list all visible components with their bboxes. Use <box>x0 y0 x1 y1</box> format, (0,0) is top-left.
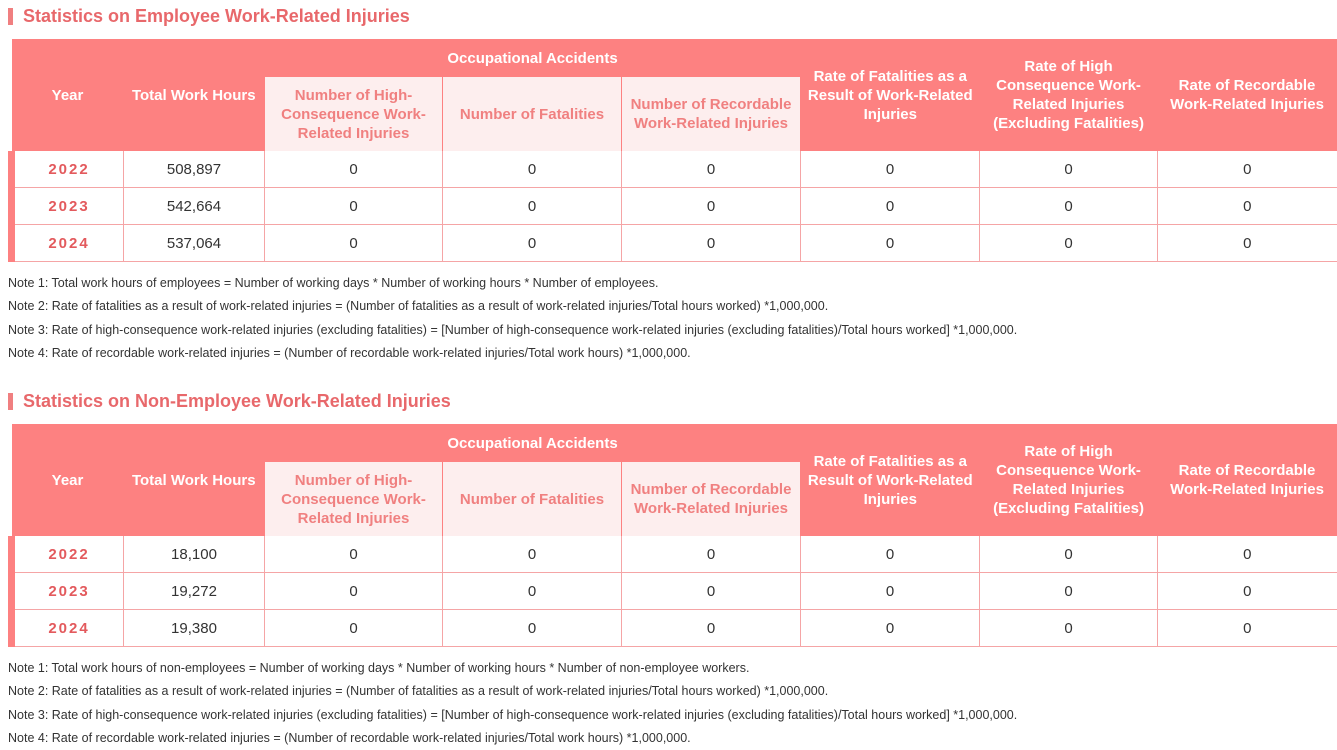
non-employee-injuries-table <box>8 424 1337 647</box>
recordable-cell: 0 <box>622 573 801 610</box>
header-total-work-hours: Total Work Hours <box>124 424 265 536</box>
section-title-text: Statistics on Non-Employee Work-Related Injuries <box>23 390 451 411</box>
note-line: Note 4: Rate of recordable work-related injuries = (Number of recordable work-related injuries/Total work hours) *1,000,000. <box>8 730 691 745</box>
year-cell: 2024 <box>12 610 124 647</box>
fatalities-cell: 0 <box>443 188 622 225</box>
header-fatalities: Number of Fatalities <box>443 77 622 151</box>
year-cell: 2023 <box>12 573 124 610</box>
recordable-cell: 0 <box>622 151 801 188</box>
rate-high-consequence-cell: 0 <box>980 151 1158 188</box>
table-row <box>12 573 1337 610</box>
header-recordable: Number of Recordable Work-Related Injuries <box>622 462 801 536</box>
hours-cell: 19,380 <box>124 610 265 647</box>
rate-recordable-cell: 0 <box>1158 225 1337 262</box>
employee-injuries-table <box>8 39 1337 262</box>
notes-non-employee <box>8 657 1017 750</box>
header-rate-recordable: Rate of Recordable Work-Related Injuries <box>1158 39 1337 151</box>
high-consequence-cell: 0 <box>265 225 443 262</box>
fatalities-cell: 0 <box>443 151 622 188</box>
header-high-consequence: Number of High-Consequence Work-Related Injuries <box>265 77 443 151</box>
rate-recordable-cell: 0 <box>1158 573 1337 610</box>
fatalities-cell: 0 <box>443 225 622 262</box>
header-total-work-hours: Total Work Hours <box>124 39 265 151</box>
year-cell: 2023 <box>12 188 124 225</box>
hours-cell: 537,064 <box>124 225 265 262</box>
recordable-cell: 0 <box>622 536 801 573</box>
rate-high-consequence-cell: 0 <box>980 610 1158 647</box>
table-row <box>12 188 1337 225</box>
high-consequence-cell: 0 <box>265 573 443 610</box>
header-rate-high-consequence: Rate of High Consequence Work-Related Injuries (Excluding Fatalities) <box>980 424 1158 536</box>
header-year: Year <box>12 39 124 151</box>
table-row <box>12 536 1337 573</box>
table-row <box>12 151 1337 188</box>
section-title-employee <box>8 6 410 26</box>
title-accent-bar <box>8 393 13 410</box>
title-accent-bar <box>8 8 13 25</box>
header-rate-recordable: Rate of Recordable Work-Related Injuries <box>1158 424 1337 536</box>
section-title-text: Statistics on Employee Work-Related Injuries <box>23 5 410 26</box>
rate-fatalities-cell: 0 <box>801 610 980 647</box>
header-rate-high-consequence: Rate of High Consequence Work-Related Injuries (Excluding Fatalities) <box>980 39 1158 151</box>
rate-recordable-cell: 0 <box>1158 536 1337 573</box>
rate-recordable-cell: 0 <box>1158 610 1337 647</box>
hours-cell: 508,897 <box>124 151 265 188</box>
rate-recordable-cell: 0 <box>1158 188 1337 225</box>
note-line: Note 2: Rate of fatalities as a result of work-related injuries = (Number of fatalities as a result of work-related injuries/Total hours worked) *1,000,000. <box>8 299 829 314</box>
table-row <box>12 225 1337 262</box>
hours-cell: 19,272 <box>124 573 265 610</box>
high-consequence-cell: 0 <box>265 536 443 573</box>
rate-fatalities-cell: 0 <box>801 151 980 188</box>
fatalities-cell: 0 <box>443 573 622 610</box>
note-line: Note 1: Total work hours of non-employees = Number of working days * Number of working hours * Number of non-employee workers. <box>8 661 750 675</box>
high-consequence-cell: 0 <box>265 610 443 647</box>
section-title-non-employee <box>8 391 451 411</box>
notes-employee <box>8 272 1017 365</box>
rate-fatalities-cell: 0 <box>801 225 980 262</box>
high-consequence-cell: 0 <box>265 151 443 188</box>
header-fatalities: Number of Fatalities <box>443 462 622 536</box>
rate-high-consequence-cell: 0 <box>980 536 1158 573</box>
note-line: Note 1: Total work hours of employees = Number of working days * Number of working hours * Number of employees. <box>8 276 659 290</box>
fatalities-cell: 0 <box>443 610 622 647</box>
fatalities-cell: 0 <box>443 536 622 573</box>
rate-high-consequence-cell: 0 <box>980 573 1158 610</box>
recordable-cell: 0 <box>622 188 801 225</box>
high-consequence-cell: 0 <box>265 188 443 225</box>
header-high-consequence: Number of High-Consequence Work-Related Injuries <box>265 462 443 536</box>
recordable-cell: 0 <box>622 225 801 262</box>
rate-fatalities-cell: 0 <box>801 573 980 610</box>
header-rate-fatalities: Rate of Fatalities as a Result of Work-Related Injuries <box>801 424 980 536</box>
note-line: Note 3: Rate of high-consequence work-related injuries (excluding fatalities) = [Number of high-consequence work-related injuries (excluding fatalities)/Total hours worked] *1,000,000. <box>8 707 1018 722</box>
year-cell: 2022 <box>12 536 124 573</box>
header-recordable: Number of Recordable Work-Related Injuries <box>622 77 801 151</box>
rate-fatalities-cell: 0 <box>801 188 980 225</box>
header-occupational-accidents: Occupational Accidents <box>265 424 801 462</box>
rate-high-consequence-cell: 0 <box>980 225 1158 262</box>
note-line: Note 3: Rate of high-consequence work-related injuries (excluding fatalities) = [Number of high-consequence work-related injuries (excluding fatalities)/Total hours worked] *1,000,000. <box>8 322 1018 337</box>
recordable-cell: 0 <box>622 610 801 647</box>
note-line: Note 4: Rate of recordable work-related injuries = (Number of recordable work-related injuries/Total work hours) *1,000,000. <box>8 345 691 360</box>
hours-cell: 18,100 <box>124 536 265 573</box>
table-row <box>12 610 1337 647</box>
hours-cell: 542,664 <box>124 188 265 225</box>
header-occupational-accidents: Occupational Accidents <box>265 39 801 77</box>
rate-recordable-cell: 0 <box>1158 151 1337 188</box>
year-cell: 2024 <box>12 225 124 262</box>
note-line: Note 2: Rate of fatalities as a result of work-related injuries = (Number of fatalities as a result of work-related injuries/Total hours worked) *1,000,000. <box>8 684 829 699</box>
header-year: Year <box>12 424 124 536</box>
rate-high-consequence-cell: 0 <box>980 188 1158 225</box>
header-rate-fatalities: Rate of Fatalities as a Result of Work-Related Injuries <box>801 39 980 151</box>
rate-fatalities-cell: 0 <box>801 536 980 573</box>
year-cell: 2022 <box>12 151 124 188</box>
